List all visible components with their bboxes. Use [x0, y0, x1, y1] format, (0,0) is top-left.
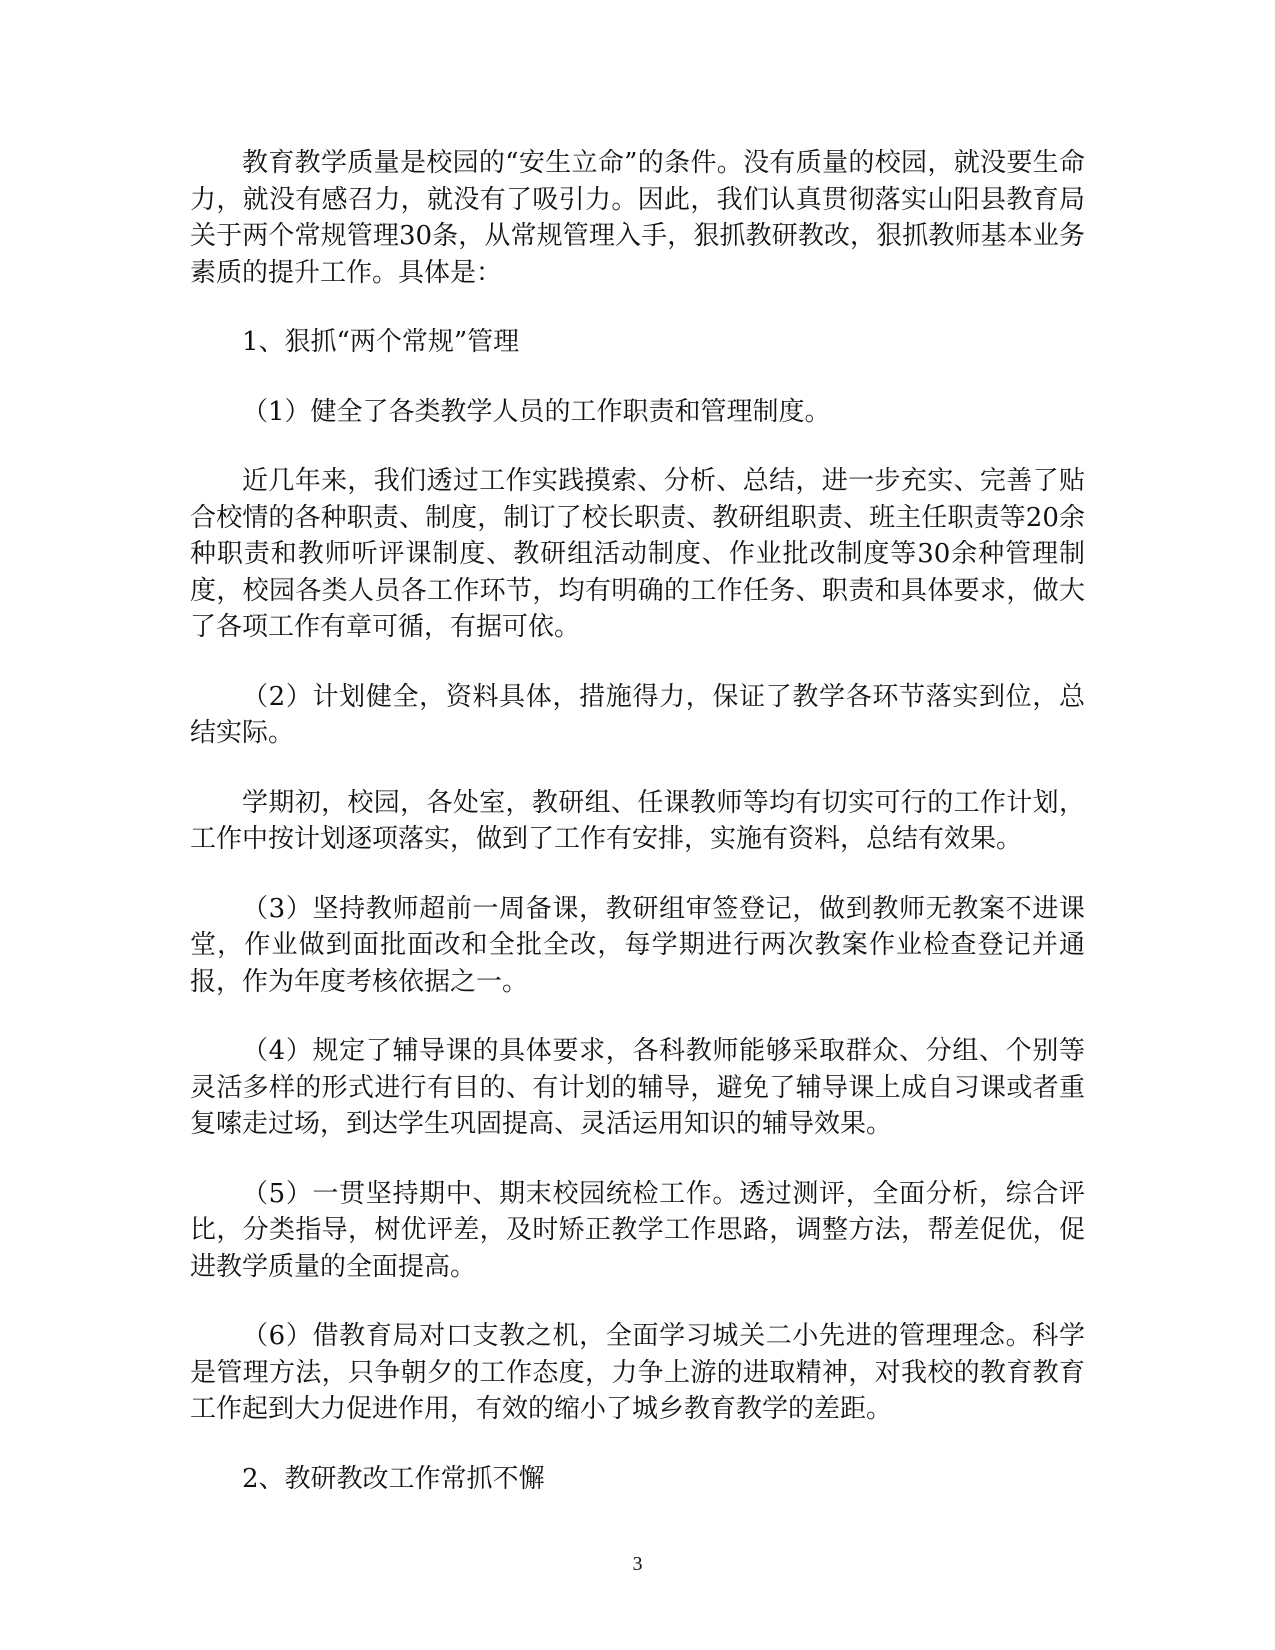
item-1: （1）健全了各类教学人员的工作职责和管理制度。	[242, 396, 831, 427]
item-5: （5）一贯坚持期中、期末校园统检工作。透过测评，全面分析，综合评比，分类指导，树优评差，及时矫正教学工作思路，调整方法，帮差促优，促进教学质量的全面提高。	[190, 1178, 1085, 1282]
item-3: （3）坚持教师超前一周备课，教研组审签登记，做到教师无教案不进课堂，作业做到面批面改和全批全改，每学期进行两次教案作业检查登记并通报，作为年度考核依据之一。	[190, 893, 1085, 997]
document-body	[190, 145, 1085, 1530]
section-heading-2: 2、教研教改工作常抓不懈	[242, 1463, 545, 1494]
item-2: （2）计划健全，资料具体，措施得力，保证了教学各环节落实到位，总结实际。	[190, 681, 1085, 748]
section-heading-1: 1、狠抓“两个常规”管理	[242, 327, 520, 357]
paragraph-intro: 教育教学质量是校园的“安生立命”的条件。没有质量的校园，就没要生命力，就没有感召力，就没有了吸引力。因此，我们认真贯彻落实山阳县教育局关于两个常规管理30条，从常规管理入手，狠抓教研教改，狠抓教师基本业务素质的提升工作。具体是：	[190, 148, 1085, 288]
item-4: （4）规定了辅导课的具体要求，各科教师能够采取群众、分组、个别等灵活多样的形式进行有目的、有计划的辅导，避免了辅导课上成自习课或者重复嗦走过场，到达学生巩固提高、灵活运用知识的辅导效果。	[190, 1036, 1085, 1139]
paragraph-item-2-detail: 学期初，校园，各处室，教研组、任课教师等均有切实可行的工作计划，工作中按计划逐项落实，做到了工作有安排，实施有资料，总结有效果。	[190, 787, 1085, 854]
page-number: 3	[632, 1553, 643, 1575]
item-6: （6）借教育局对口支教之机，全面学习城关二小先进的管理理念。科学是管理方法，只争朝夕的工作态度，力争上游的进取精神，对我校的教育教育工作起到大力促进作用，有效的缩小了城乡教育教学的差距。	[190, 1321, 1085, 1424]
paragraph-item-1-detail: 近几年来，我们透过工作实践摸索、分析、总结，进一步充实、完善了贴合校情的各种职责、制度，制订了校长职责、教研组职责、班主任职责等20余种职责和教师听评课制度、教研组活动制度、作业批改制度等30余种管理制度，校园各类人员各工作环节，均有明确的工作任务、职责和具体要求，做大了各项工作有章可循，有据可依。	[190, 466, 1085, 642]
